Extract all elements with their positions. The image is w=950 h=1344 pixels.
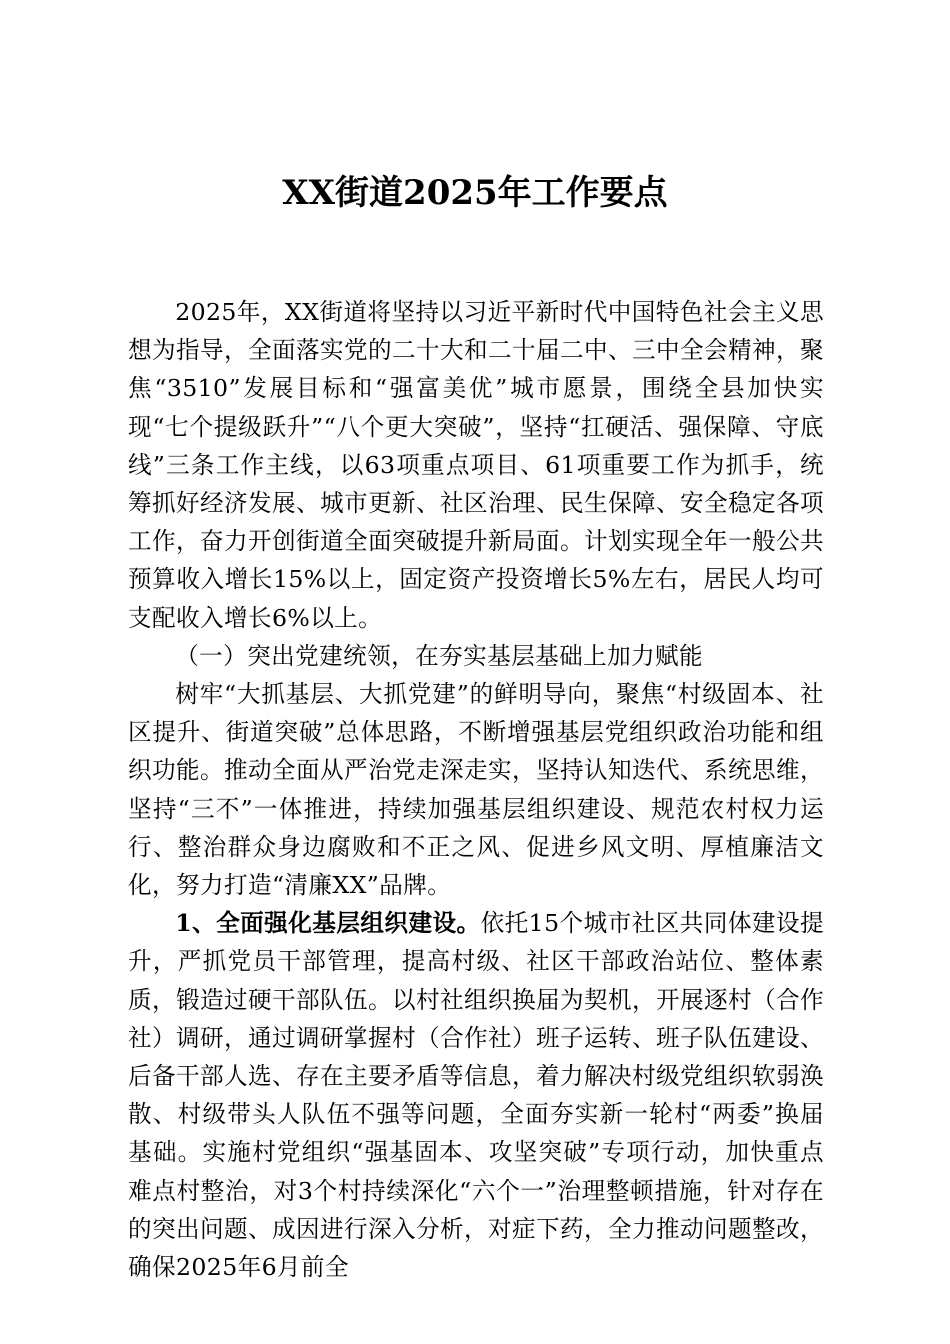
intro-paragraph: 2025年，XX街道将坚持以习近平新时代中国特色社会主义思想为指导，全面落实党的二十大和二十届二中、三中全会精神，聚焦“3510”发展目标和“强富美优”城市愿景，围绕全县加快实现“七个提级跃升”“八个更大突破”，坚持“扛硬活、强保障、守底线”三条工作主线，以63项重点项目、61项重要工作为抓手，统筹抓好经济发展、城市更新、社区治理、民生保障、安全稳定各项工作，奋力开创街道全面突破提升新局面。计划实现全年一般公共预算收入增长15%以上，固定资产投资增长5%左右，居民人均可支配收入增长6%以上。 xyxy=(128,298,824,632)
item-1-lead: 1、全面强化基层组织建设。 xyxy=(175,909,481,938)
item-1-paragraph xyxy=(128,904,824,1286)
item-1-text: 依托15个城市社区共同体建设提升，严抓党员干部管理，提高村级、社区干部政治站位、整体素质，锻造过硬干部队伍。以村社组织换届为契机，开展逐村（合作社）调研，通过调研掌握村（合作社）班子运转、班子队伍建设、后备干部人选、存在主要矛盾等信息，着力解决村级党组织软弱涣散、村级带头人队伍不强等问题，全面夯实新一轮村“两委”换届基础。实施村党组织“强基固本、攻坚突破”专项行动，加快重点难点村整治，对3个村持续深化“六个一”治理整顿措施，针对存在的突出问题、成因进行深入分析，对症下药，全力推动问题整改，确保2025年6月前全 xyxy=(128,909,824,1282)
section-heading-1: （一）突出党建统领，在夯实基层基础上加力赋能 xyxy=(175,641,704,670)
section-1-paragraph: 树牢“大抓基层、大抓党建”的鲜明导向，聚焦“村级固本、社区提升、街道突破”总体思路，不断增强基层党组织政治功能和组织功能。推动全面从严治党走深走实，坚持认知迭代、系统思维，坚持“三不”一体推进，持续加强基层组织建设、规范农村权力运行、整治群众身边腐败和不正之风、促进乡风文明、厚植廉洁文化，努力打造“清廉XX”品牌。 xyxy=(128,680,824,900)
document-body xyxy=(128,293,824,1286)
document-title: XX街道2025年工作要点 xyxy=(282,173,668,213)
